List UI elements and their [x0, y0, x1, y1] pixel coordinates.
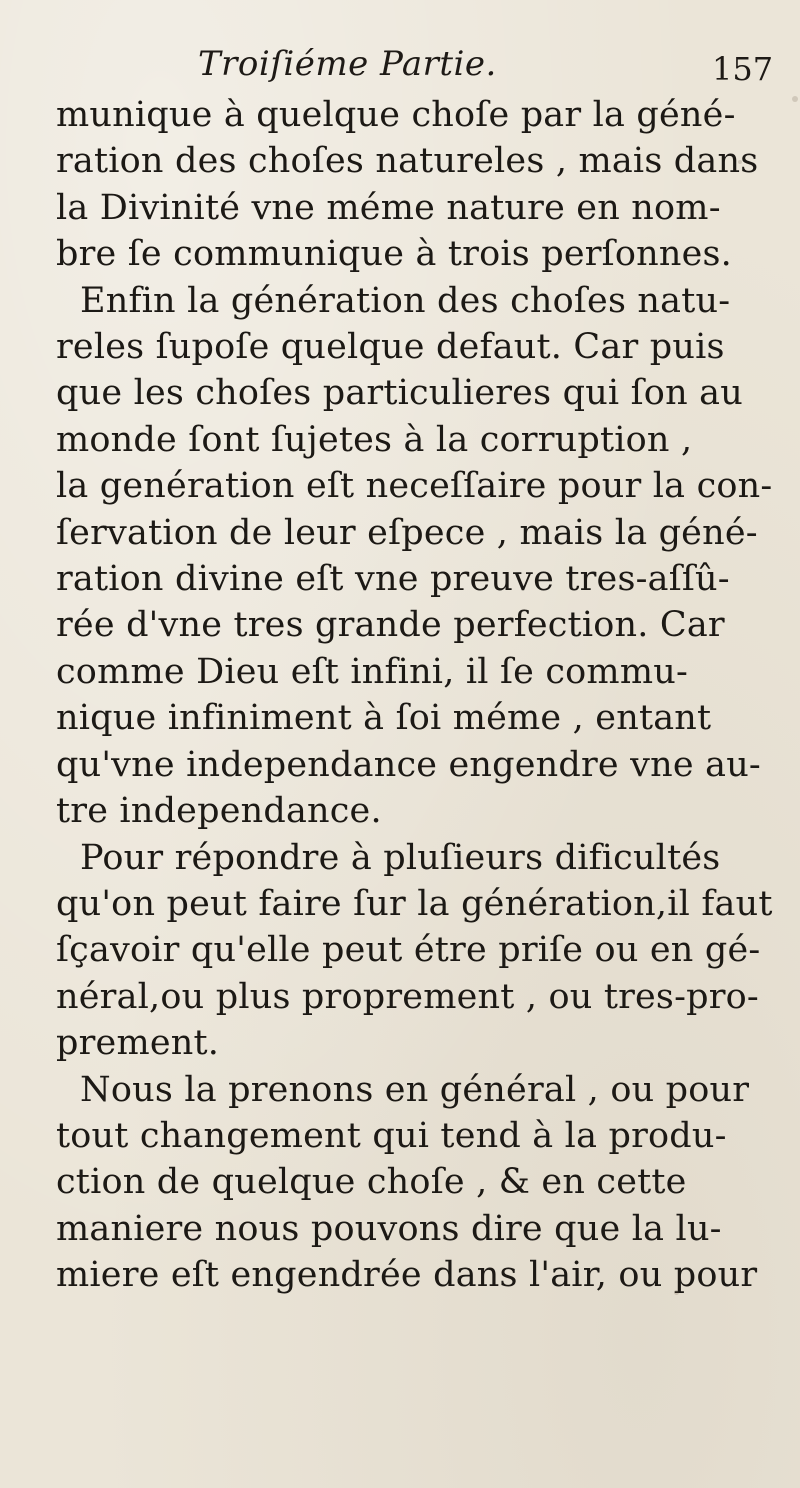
text-line: ction de quelque choſe , & en cette: [56, 1162, 687, 1203]
text-line: miere eſt engendrée dans l'air, ou pour: [56, 1255, 758, 1296]
text-line: tout changement qui tend à la produ-: [56, 1115, 727, 1156]
body-text: [56, 92, 773, 1299]
text-line: la genération eſt neceſſaire pour la con-: [56, 466, 773, 507]
text-line: comme Dieu eſt infini, il ſe commu-: [56, 651, 688, 692]
paragraph-start-line: Pour répondre à pluſieurs dificultés: [80, 837, 721, 878]
text-line: monde ſont ſujetes à la corruption ,: [56, 419, 693, 460]
text-line: qu'vne independance engendre vne au-: [56, 744, 761, 785]
text-line: qu'on peut faire ſur la génération,il faut: [56, 883, 773, 924]
paper-spot: [738, 160, 742, 164]
text-line: ration des choſes natureles , mais dans: [56, 141, 759, 182]
running-head: [0, 40, 800, 90]
paragraph-start-line: Enfin la génération des choſes natu-: [80, 280, 731, 321]
page-number: 157: [712, 50, 774, 88]
text-line: munique à quelque choſe par la géné-: [56, 95, 736, 135]
running-title: Troiſiéme Partie.: [198, 44, 497, 84]
text-line: ſçavoir qu'elle peut étre priſe ou en gé-: [56, 930, 761, 971]
text-line: ſervation de leur eſpece , mais la géné-: [56, 512, 758, 553]
text-line: tre independance.: [56, 791, 382, 832]
text-line: ration divine eſt vne preuve tres-aſſû-: [56, 559, 730, 600]
text-line: bre ſe communique à trois perſonnes.: [56, 234, 732, 275]
text-line: que les choſes particulieres qui ſon au: [56, 373, 743, 414]
paper-spot: [792, 96, 798, 102]
text-line: maniere nous pouvons dire que la lu-: [56, 1208, 722, 1249]
text-line: néral,ou plus proprement , ou tres-pro-: [56, 976, 759, 1017]
text-line: rée d'vne tres grande perfection. Car: [56, 605, 725, 646]
text-line: prement.: [56, 1023, 220, 1064]
paper-spot: [674, 1290, 679, 1295]
text-line: nique infiniment à ſoi méme , entant: [56, 698, 712, 739]
paragraph-start-line: Nous la prenons en général , ou pour: [80, 1069, 750, 1110]
text-line: la Divinité vne méme nature en nom-: [56, 187, 721, 228]
text-line: reles ſupoſe quelque defaut. Car puis: [56, 327, 725, 368]
